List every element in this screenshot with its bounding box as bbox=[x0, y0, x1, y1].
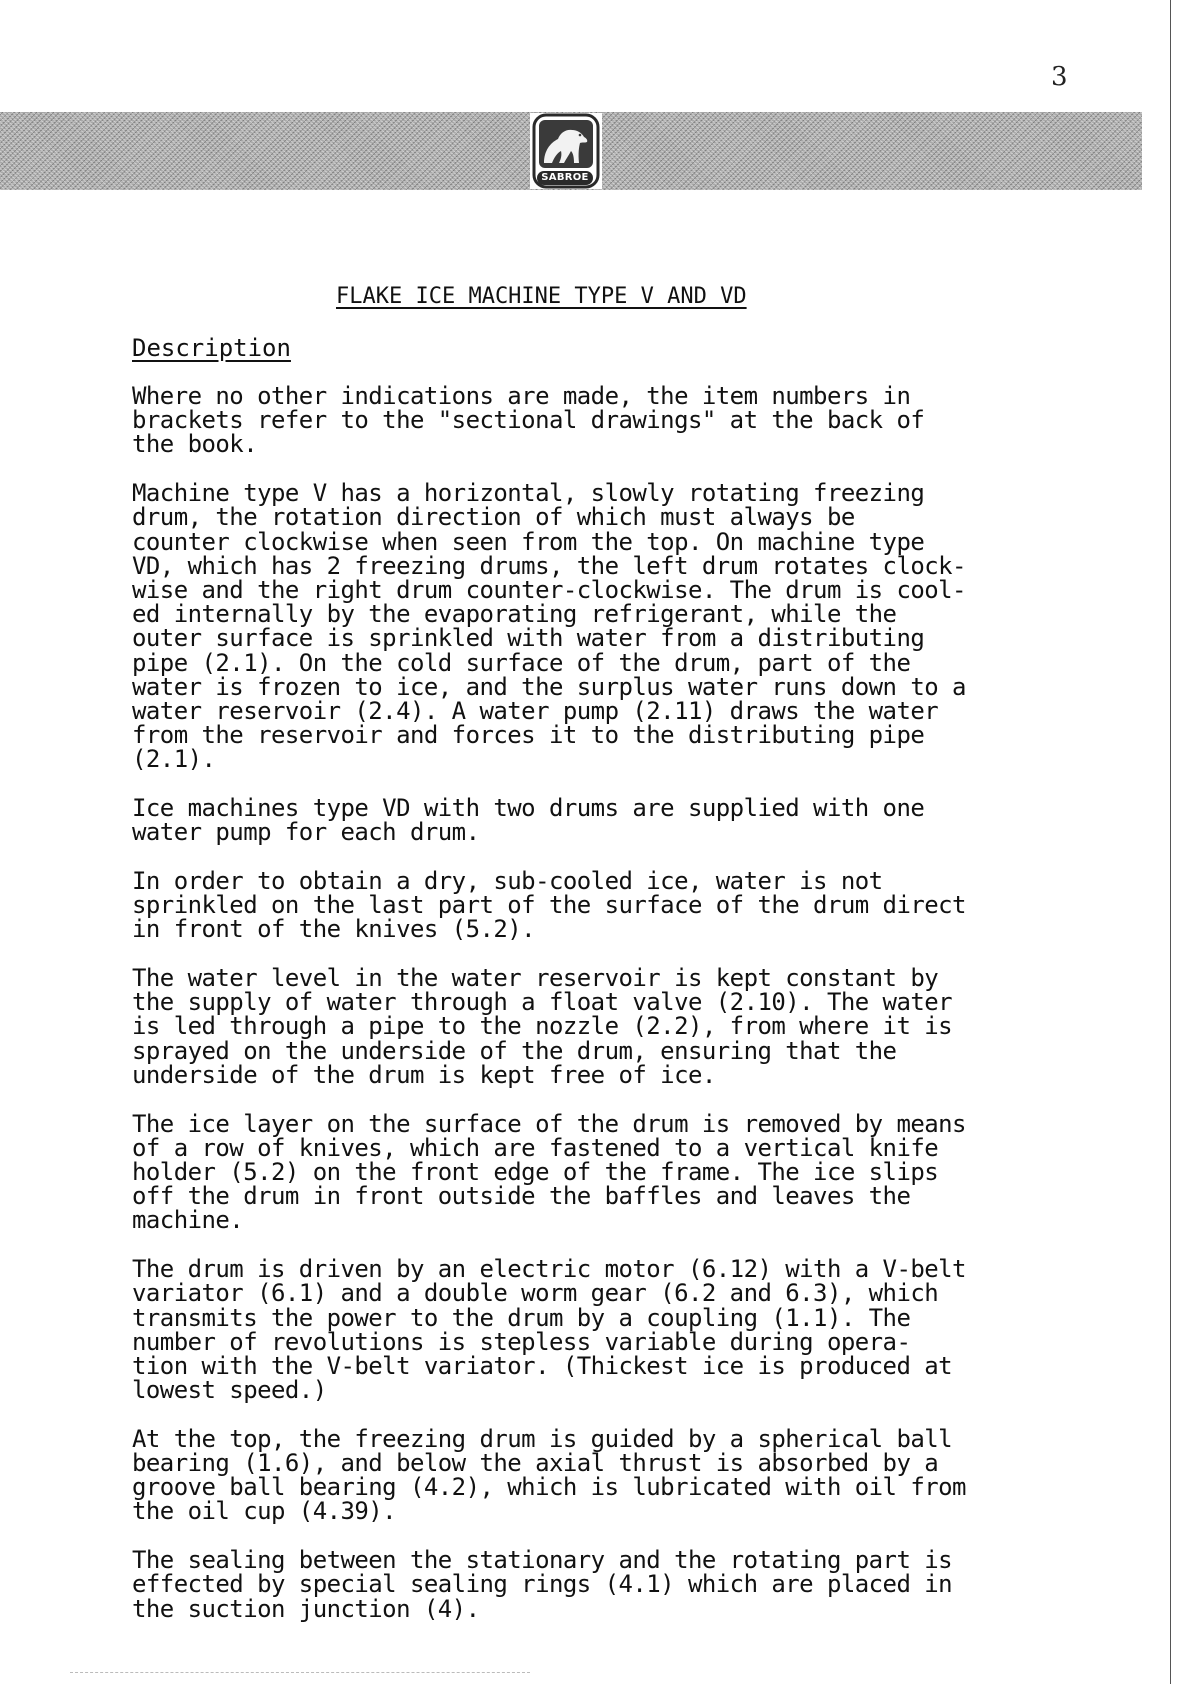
paragraph-sealing: The sealing between the stationary and the rotating part is effected by special sealing rings (4.1) which are placed in the suction junction (4). bbox=[132, 1546, 953, 1623]
document-title: FLAKE ICE MACHINE TYPE V AND VD bbox=[336, 284, 747, 309]
paragraph-water-level: The water level in the water reservoir is kept constant by the supply of water through a float valve (2.10). The water is led through a pipe to the nozzle (2.2), from where it is sprayed on the underside of the drum, ensuring that the underside of the drum is kept free of ice. bbox=[132, 964, 953, 1089]
page-number: 3 bbox=[1051, 62, 1068, 92]
brand-name: SABROE bbox=[537, 171, 593, 185]
paragraph-drive: The drum is driven by an electric motor (6.12) with a V-belt variator (6.1) and a double worm gear (6.2 and 6.3), which transmits the power to the drum by a coupling (1.1). The number of revolutions is stepless variable during opera- tion with the V-belt variator. (Thickest ice is produced at lowest speed.) bbox=[132, 1255, 966, 1405]
paragraph-ice-removal: The ice layer on the surface of the drum is removed by means of a row of knives, which are fastened to a vertical knife holder (5.2) on the front edge of the frame. The ice slips off the drum in front outside the baffles and leaves the machine. bbox=[132, 1109, 966, 1235]
paragraph-item-numbers: Where no other indications are made, the item numbers in brackets refer to the "sectional drawings" at the back of the book. bbox=[132, 382, 925, 459]
section-heading: Description bbox=[132, 334, 291, 362]
page-edge-rule bbox=[1170, 0, 1171, 1684]
brand-logo bbox=[530, 113, 602, 189]
paragraph-bearings: At the top, the freezing drum is guided by a spherical ball bearing (1.6), and below the axial thrust is absorbed by a groove ball bearing (4.2), which is lubricated with oil from the oil cup (4.39). bbox=[132, 1424, 966, 1526]
body-text bbox=[132, 384, 1002, 1645]
paragraph-vd-pumps: Ice machines type VD with two drums are supplied with one water pump for each drum. bbox=[132, 794, 925, 847]
paragraph-machine-type-v: Machine type V has a horizontal, slowly rotating freezing drum, the rotation direction of which must always be counter clockwise when seen from the top. On machine type VD, which has 2 freezing drums, the left drum rotates clock- wise and the right drum counter-clockwise. The drum is cool- ed internally by the evaporating refrigerant, while the outer surface is sprinkled with water from a distributing pipe (2.1). On the cold surface of the drum, part of the water is frozen to ice, and the surplus water runs down to a water reservoir (2.4). A water pump (2.11) draws the water from the reservoir and forces it to the distributing pipe (2.1). bbox=[132, 479, 966, 774]
paragraph-dry-ice: In order to obtain a dry, sub-cooled ice, water is not sprinkled on the last part of the surface of the drum direct in front of the knives (5.2). bbox=[132, 866, 966, 944]
footer-scan-marks bbox=[70, 1672, 530, 1673]
